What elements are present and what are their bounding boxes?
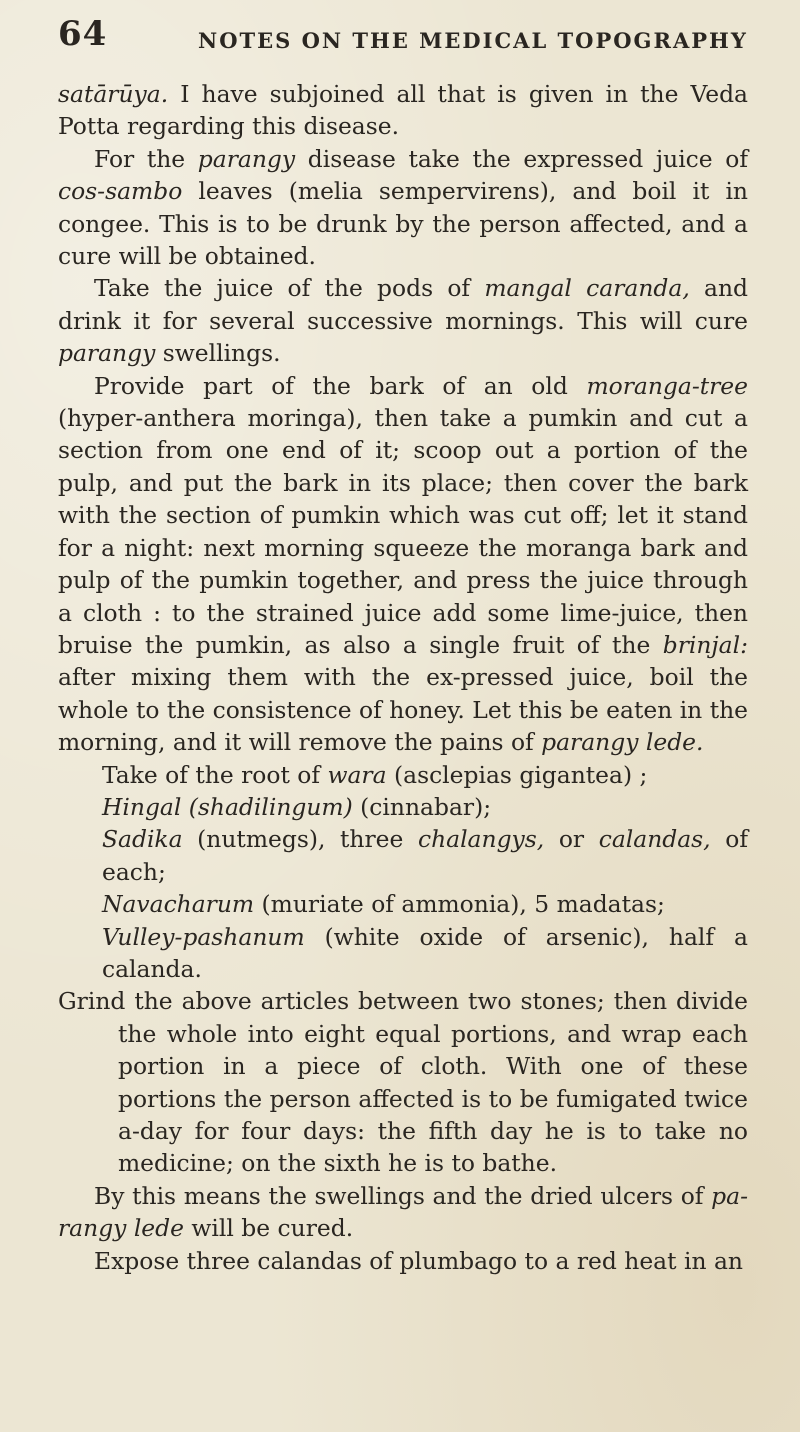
text-run: (asclepias gigantea) ;	[386, 760, 648, 789]
italic-term: Hingal (shadilingum)	[102, 792, 353, 821]
text-run: (hyper-anthera moringa), then take a pumkin and cut a section from one end of it; scoop out a portion of the pulp, and put the bark in its place; then cover the bark with the section of pumkin which was cut off; let it stand for a night: next morning squeeze the moranga bark and pulp of the pumkin together, and press the juice through a cloth : to the strained juice add some lime-juice, then bruise the pumkin, as also a single fruit of the	[58, 404, 748, 659]
text-run: (nutmegs), three	[182, 825, 418, 854]
italic-term: cos-sambo	[58, 177, 183, 206]
ingredient-line-3	[58, 823, 748, 888]
text-run: Grind the above articles between two stones; then divide the whole into eight equal portions, and wrap each portion in a piece of cloth. With one of these portions the person affected is to be fumigated twice a-day for four days: the fifth day he is to take no medicine; on the sixth he is to bathe.	[58, 987, 748, 1178]
italic-term: satārūya.	[58, 80, 169, 108]
text-run: or	[544, 825, 599, 854]
italic-term: brinjal:	[662, 630, 748, 659]
paragraph-2	[58, 143, 748, 273]
italic-term: parangy lede.	[541, 728, 704, 757]
ingredient-line-5	[58, 921, 748, 986]
italic-term: pa-rangy lede	[58, 1181, 748, 1243]
paragraph-3	[58, 272, 748, 369]
body-text	[58, 78, 748, 1277]
italic-term: Vulley-pashanum	[102, 922, 305, 951]
text-run: Take of the root of	[102, 760, 328, 789]
running-head: NOTES ON THE MEDICAL TOPOGRAPHY	[198, 28, 748, 53]
italic-term: Navacharum	[102, 890, 255, 919]
paragraph-4	[58, 370, 748, 759]
text-run: I have subjoined all that is given in the Veda Potta regarding this disease.	[58, 80, 748, 141]
italic-term: chalangys,	[417, 825, 545, 854]
ingredient-line-4	[58, 888, 748, 920]
text-run: Take the juice of the pods of	[94, 274, 485, 303]
text-run: Expose three calandas of plumbago to a red heat in an	[94, 1246, 743, 1275]
italic-term: parangy	[197, 144, 296, 173]
text-run: after mixing them with the ex-pressed juice, boil the whole to the consistence of honey. Let this be eaten in the morning, and it will remove the pains of	[58, 663, 748, 757]
paragraph-cure	[58, 1180, 748, 1245]
ingredient-line-1	[58, 759, 748, 791]
text-run: (cinnabar);	[352, 792, 492, 821]
italic-term: parangy	[58, 339, 156, 368]
italic-term: wara	[327, 760, 387, 789]
paragraph-1	[58, 78, 748, 143]
text-run: and drink it for several successive mornings. This will cure	[58, 274, 748, 335]
text-run: swellings.	[155, 339, 281, 368]
page-number: 64	[58, 14, 108, 54]
paragraph-grind	[58, 985, 748, 1179]
paragraph-plumbago	[58, 1245, 748, 1277]
text-run: For the	[94, 144, 198, 173]
text-run: of each;	[102, 825, 748, 886]
italic-term: calandas,	[598, 825, 711, 854]
italic-term: Sadika	[102, 825, 183, 854]
text-run: leaves (melia sempervirens), and boil it in congee. This is to be drunk by the person affected, and a cure will be obtained.	[58, 177, 748, 271]
text-run: will be cured.	[183, 1214, 354, 1243]
page-header	[58, 14, 758, 62]
text-run: (muriate of ammonia), 5 madatas;	[254, 890, 665, 919]
italic-term: moranga-tree	[586, 371, 748, 400]
ingredient-line-2	[58, 791, 748, 823]
text-run: disease take the expressed juice of	[295, 144, 748, 173]
italic-term: mangal caranda,	[484, 274, 690, 303]
text-run: Provide part of the bark of an old	[94, 371, 587, 400]
text-run: By this means the swellings and the dried ulcers of	[94, 1181, 712, 1210]
text-run: (white oxide of arsenic), half a calanda.	[102, 922, 748, 983]
